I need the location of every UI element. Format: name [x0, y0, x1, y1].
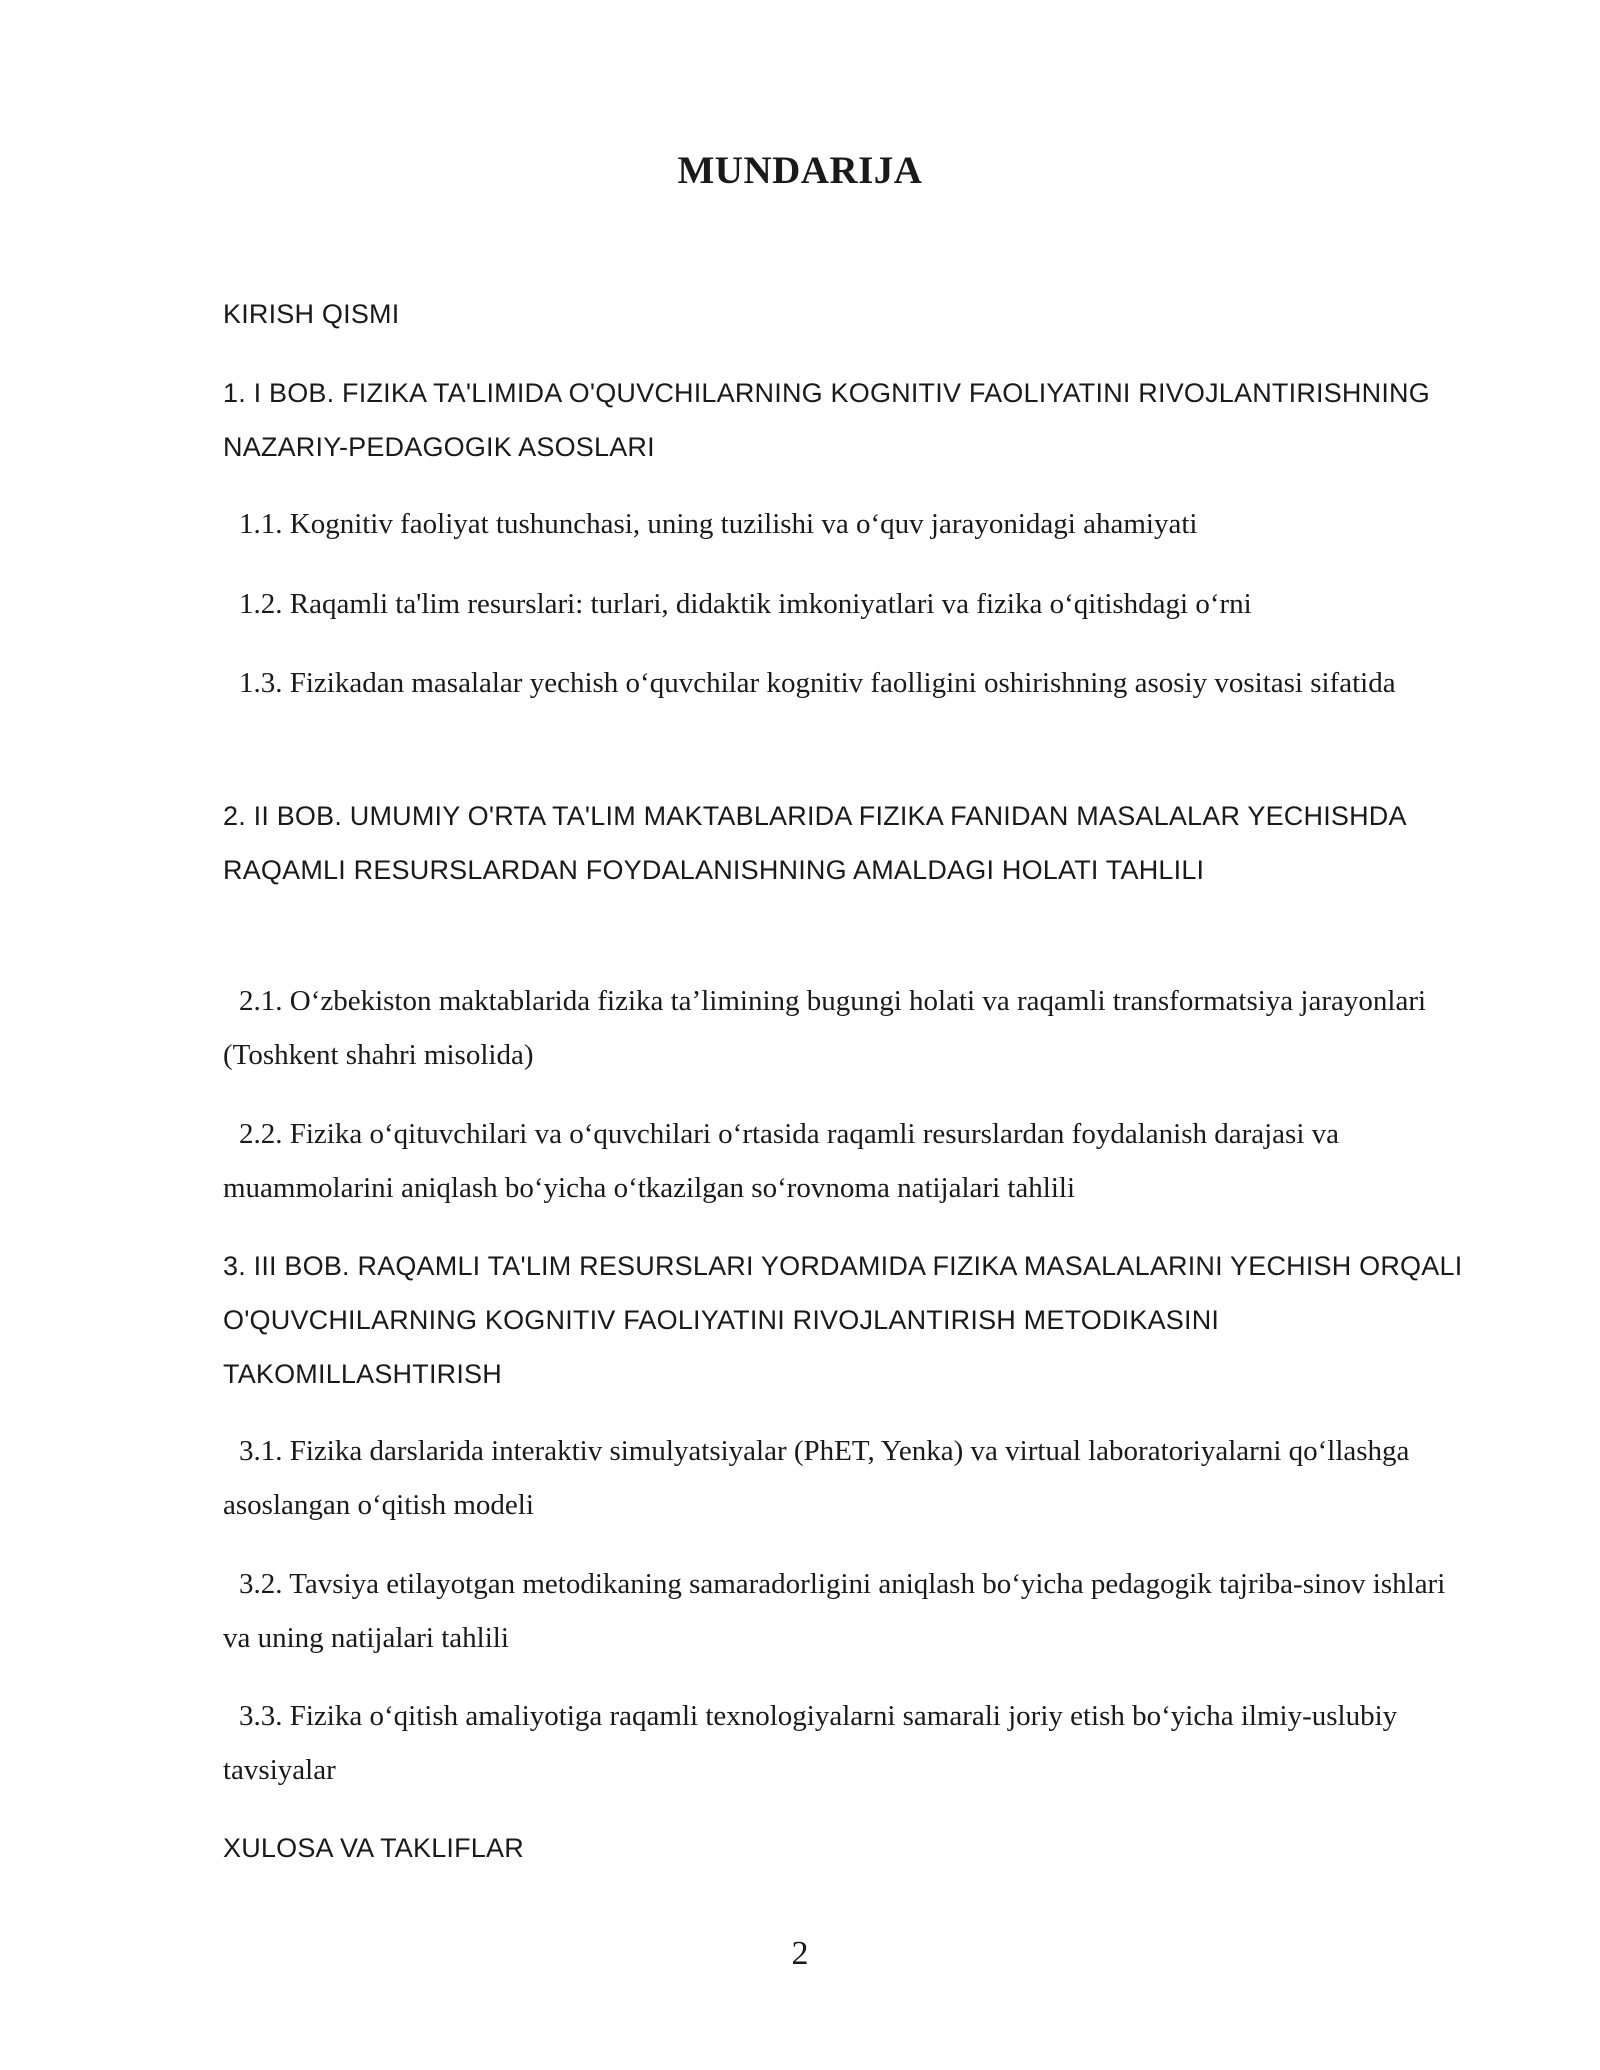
toc-entry-introduction: KIRISH QISMI — [223, 299, 400, 329]
toc-entry-section-2-1: 2.1. O‘zbekiston maktablarida fizika ta’limining bugungi holati va raqamli transformatsiya jarayonlari (Toshkent shahri misolida) — [223, 985, 1427, 1071]
toc-entry-section-1-1: 1.1. Kognitiv faoliyat tushunchasi, uning tuzilishi va o‘quv jarayonidagi ahamiyati — [239, 508, 1198, 540]
toc-entry-chapter-3: 3. III BOB. RAQAMLI TA'LIM RESURSLARI YORDAMIDA FIZIKA MASALALARINI YECHISH ORQALI O'QUVCHILARNING KOGNITIV FAOLIYATINI RIVOJLANTIRISH METODIKASINI TAKOMILLASHTIRISH — [223, 1251, 1463, 1389]
page-title: MUNDARIJA — [677, 149, 923, 192]
toc-entry-section-3-3: 3.3. Fizika o‘qitish amaliyotiga raqamli texnologiyalarni samarali joriy etish bo‘yicha ilmiy-uslubiy tavsiyalar — [223, 1700, 1398, 1786]
toc-entry-chapter-2: 2. II BOB. UMUMIY O'RTA TA'LIM MAKTABLARIDA FIZIKA FANIDAN MASALALAR YECHISHDA RAQAMLI RESURSLARDAN FOYDALANISHNING AMALDAGI HOLATI TAHLILI — [223, 801, 1406, 885]
toc-entry-section-3-2: 3.2. Tavsiya etilayotgan metodikaning samaradorligini aniqlash bo‘yicha pedagogik tajriba-sinov ishlari va uning natijalari tahlili — [223, 1568, 1446, 1654]
page-number: 2 — [791, 1935, 809, 1972]
toc-entry-section-2-2: 2.2. Fizika o‘qituvchilari va o‘quvchilari o‘rtasida raqamli resurslardan foydalanish darajasi va muammolarini aniqlash bo‘yicha o‘tkazilgan so‘rovnoma natijalari tahlili — [223, 1118, 1340, 1204]
toc-entry-conclusion: XULOSA VA TAKLIFLAR — [223, 1833, 524, 1863]
toc-entry-section-1-3: 1.3. Fizikadan masalalar yechish o‘quvchilar kognitiv faolligini oshirishning asosiy vositasi sifatida — [239, 667, 1396, 699]
toc-entry-section-3-1: 3.1. Fizika darslarida interaktiv simulyatsiyalar (PhET, Yenka) va virtual laboratoriyalarni qo‘llashga asoslangan o‘qitish modeli — [223, 1435, 1410, 1521]
toc-entry-chapter-1: 1. I BOB. FIZIKA TA'LIMIDA O'QUVCHILARNING KOGNITIV FAOLIYATINI RIVOJLANTIRISHNING NAZARIY-PEDAGOGIK ASOSLARI — [223, 378, 1430, 462]
toc-entry-section-1-2: 1.2. Raqamli ta'lim resurslari: turlari, didaktik imkoniyatlari va fizika o‘qitishdagi o‘rni — [239, 588, 1252, 620]
